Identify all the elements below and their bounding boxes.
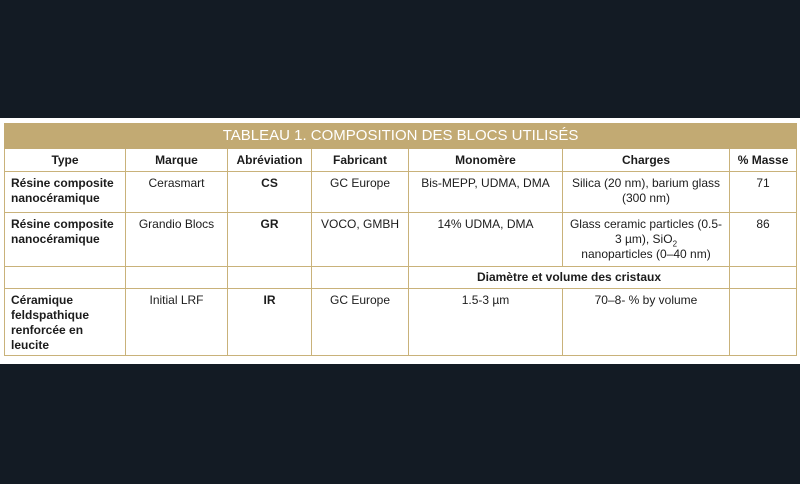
cell-charges: 70–8- % by volume — [563, 289, 730, 356]
header-masse: % Masse — [730, 149, 797, 172]
composition-table — [4, 123, 797, 356]
charges-text-1: Glass ceramic particles (0.5-3 µm), SiO — [569, 217, 723, 246]
cell-monomere: 14% UDMA, DMA — [409, 213, 563, 267]
header-monomere: Monomère — [409, 149, 563, 172]
table-panel — [0, 118, 800, 364]
cell-charges — [563, 213, 730, 267]
cell-masse: 86 — [730, 213, 797, 267]
cell-fabricant: GC Europe — [312, 172, 409, 213]
cell-abreviation: GR — [228, 213, 312, 267]
cell-type: Résine composite nanocéramique — [5, 213, 126, 267]
table-title: TABLEAU 1. COMPOSITION DES BLOCS UTILISÉS — [5, 124, 797, 149]
cell-marque: Cerasmart — [126, 172, 228, 213]
cell-empty — [126, 267, 228, 289]
cell-type: Résine composite nanocéramique — [5, 172, 126, 213]
cell-masse: 71 — [730, 172, 797, 213]
header-type: Type — [5, 149, 126, 172]
table-row — [5, 213, 797, 267]
header-abreviation: Abréviation — [228, 149, 312, 172]
cell-abreviation: CS — [228, 172, 312, 213]
cell-masse — [730, 289, 797, 356]
table-row — [5, 172, 797, 213]
table-row — [5, 289, 797, 356]
cell-monomere: Bis-MEPP, UDMA, DMA — [409, 172, 563, 213]
cell-empty — [730, 267, 797, 289]
cell-empty — [312, 267, 409, 289]
header-charges: Charges — [563, 149, 730, 172]
table-header-row — [5, 149, 797, 172]
cell-charges: Silica (20 nm), barium glass (300 nm) — [563, 172, 730, 213]
table-title-row — [5, 124, 797, 149]
cell-abreviation: IR — [228, 289, 312, 356]
cell-fabricant: GC Europe — [312, 289, 409, 356]
header-marque: Marque — [126, 149, 228, 172]
header-fabricant: Fabricant — [312, 149, 409, 172]
charges-text-2: nanoparticles (0–40 nm) — [581, 247, 711, 261]
cell-type: Céramique feldspathique renforcée en leucite — [5, 289, 126, 356]
cell-marque: Grandio Blocs — [126, 213, 228, 267]
cell-empty — [5, 267, 126, 289]
charges-subscript: 2 — [672, 239, 678, 249]
cell-monomere: 1.5-3 µm — [409, 289, 563, 356]
subheader-crystals: Diamètre et volume des cristaux — [409, 267, 730, 289]
cell-empty — [228, 267, 312, 289]
table-subheader-row — [5, 267, 797, 289]
cell-fabricant: VOCO, GMBH — [312, 213, 409, 267]
cell-marque: Initial LRF — [126, 289, 228, 356]
